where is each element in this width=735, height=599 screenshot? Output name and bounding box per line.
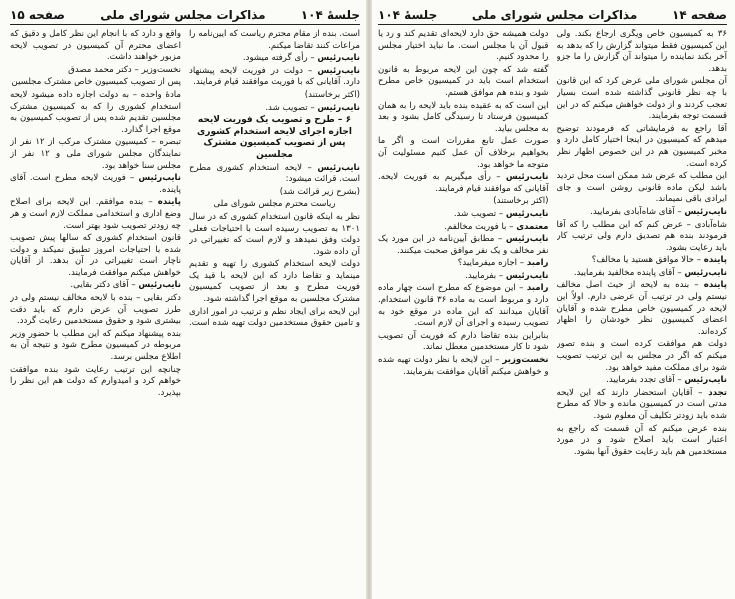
speech-text: – رأی گرفته میشود. — [242, 53, 318, 64]
speaker-paragraph — [378, 258, 549, 270]
speech-text: – آقای تجدد بفرمایید. — [606, 375, 685, 386]
speaker-name: نایب‌رئیس — [317, 65, 360, 76]
speech-text: – تصویب شد. — [453, 208, 506, 219]
speaker-name: نایب‌رئیس — [138, 280, 181, 291]
speaker-name: نایب‌رئیس — [317, 162, 360, 173]
speaker-name: نایب‌رئیس — [505, 172, 549, 183]
speaker-name: نایب‌رئیس — [505, 270, 549, 281]
speaker-paragraph — [10, 197, 181, 232]
speaker-name: تجدد — [708, 387, 727, 398]
addressee-line: ریاست محترم مجلس شورای ملی — [213, 199, 336, 210]
body-paragraph: این است که به عقیده بنده باید لایحه را به همان کمیسیون فرستاد تا رسیدگی کامل بشود و بعد به مجلس بیاید. — [378, 100, 549, 134]
speech-text: – لایحه استخدام کشوری مطرح است. قرائت میشود: — [189, 162, 360, 185]
body-paragraph: چنانچه این ترتیب رعایت شود بنده موافقت خواهم کرد و امیدوارم که دولت هم این نظر را بپذیرد. — [10, 364, 181, 398]
body-paragraph: آن مجلس شورای ملی عرض کرد که این قانون با چه نظر قانونی گذاشته شده است بسیار تعجب کردند و از دولت خواهش میکنم که در این قسمت توجه بفرمایند. — [556, 76, 727, 122]
speaker-paragraph — [557, 388, 728, 423]
speaker-paragraph — [557, 207, 728, 219]
speaker-paragraph — [189, 103, 360, 115]
body-paragraph: دولت هم موافقت کرده است و بنده تصور میکنم که اگر در مجلس به این ترتیب تصویب شود برای مملکت مفید خواهد بود. — [556, 339, 727, 373]
speaker-paragraph — [378, 355, 549, 378]
page-title: مذاکرات مجلس شورای ملی — [471, 8, 638, 22]
body-paragraph: (اکثر برخاستند) — [493, 196, 549, 207]
speech-text: – دولت در فوریت لایحه پیشنهاد دارد. آقایانی که با فوریت موافقند قیام فرمایند. — [189, 65, 360, 88]
speech-text: – رأی میگیریم به فوریت لایحه. آقایانی که موافقند قیام فرمایند. — [378, 172, 549, 194]
body-paragraph: این مطلب که عرض شد ممکن است محل تردید باشد لیکن ماده قانونی روشن است و جای ایرادی باقی نمیماند. — [556, 171, 727, 205]
speech-text: – اجازه میفرمایید؟ — [457, 258, 527, 269]
speaker-paragraph — [189, 66, 360, 89]
speaker-name: نایب‌رئیس — [684, 375, 727, 386]
text-column-left — [10, 29, 181, 595]
page-title: مذاکرات مجلس شورای ملی — [100, 8, 266, 22]
speech-text: – آقای دکتر بقایی. — [70, 280, 139, 291]
body-paragraph: تبصره – کمیسیون مشترک مرکب از ۱۲ نفر از نمایندگان مجلس شورای ملی و ۱۲ نفر از مجلس سنا خواهد بود. — [10, 137, 181, 171]
body-paragraph: صورت عمل تابع مقررات است و اگر ما بخواهیم برخلاف آن عمل کنیم مسئولیت آن متوجه ما خواهد بود. — [378, 136, 549, 170]
page-header — [378, 6, 727, 25]
speech-text: – مطابق آیین‌نامه در این مورد یک نفر مخالف و یک نفر موافق صحبت میکنند. — [378, 234, 549, 256]
body-paragraph: قانون استخدام کشوری که سالها پیش تصویب شده با احتیاجات امروز تطبیق نمیکند و دولت ناچار است تغییراتی در آن بدهد. از آقایان خواهش میکنم موافقت فرمایند. — [10, 233, 181, 278]
speaker-paragraph — [557, 268, 728, 280]
text-column-right — [189, 29, 360, 595]
speaker-paragraph — [189, 53, 360, 65]
speaker-name: نایب‌رئیس — [505, 208, 549, 219]
speaker-paragraph — [378, 172, 549, 195]
body-paragraph: واقع و دارد که با انجام این نظر کامل و دقیق که اعضای محترم آن کمیسیون در تصویب لایحه مزبور خواهند داشت. — [10, 29, 181, 63]
body-paragraph: (اکثر برخاستند) — [304, 89, 360, 100]
body-paragraph: شاه‌آبادی – عرض کنم که این مطلب را که آقا فرمودند بنده هم تصدیق دارم ولی ترتیب کار باید رعایت بشود. — [556, 219, 727, 253]
speaker-name: نایب‌رئیس — [505, 234, 549, 245]
speaker-paragraph — [378, 234, 549, 257]
body-paragraph: نظر به اینکه قانون استخدام کشوری که در سال ۱۳۰۱ به تصویب رسیده است با احتیاجات فعلی دولت وفق نمیدهد و لازم است که تغییراتی در آن داده شود. — [189, 211, 360, 257]
speaker-name: پاینده — [157, 197, 181, 208]
speaker-paragraph — [378, 209, 549, 221]
page-14 — [372, 0, 735, 599]
body-paragraph: بنده عرض میکنم که آن قسمت که راجع به اعتبار است باید اصلاح شود و در مورد مستخدمین هم باید رعایت حقوق آنها بشود. — [556, 423, 727, 457]
speaker-name: نایب‌رئیس — [317, 102, 360, 113]
speaker-name: معتمدی — [516, 221, 549, 232]
speech-text: – این لایحه با نظر دولت تهیه شده و خواهش میکنم آقایان موافقت بفرمایند. — [378, 355, 549, 377]
speech-text: – این موضوع که مطرح است چهار ماده دارد و مربوط است به ماده ۳۶ قانون استخدام. آقایان میدانند که این ماده در موقع خود به تصویب رسیده و اجرای آن لازم است. — [378, 283, 549, 329]
speaker-paragraph — [10, 173, 181, 196]
speaker-paragraph — [557, 375, 728, 387]
law-clause: مادهٔ واحده – به دولت اجازه داده میشود لایحه استخدام کشوری را که به کمیسیون مشترک مجلسین تقدیم شده پس از تصویب کمیسیون به موقع اجرا گذارد. — [10, 89, 181, 135]
speech-text: – بنده موافقم. این لایحه برای اصلاح وضع اداری و استخدامی مملکت لازم است و هر چه زودتر تصویب شود بهتر است. — [10, 197, 181, 231]
speaker-name: رامبد — [526, 258, 549, 269]
speaker-paragraph — [378, 222, 549, 234]
speech-text: – حالا موافق هستید یا مخالف؟ — [591, 255, 704, 266]
body-paragraph: گفته شد که چون این لایحه مربوط به قانون استخدام است باید در کمیسیون خاص مطرح شود و بنده هم موافق هستم. — [378, 64, 549, 98]
section-heading: ۶ – طرح و تصویب یک فوریت لایحه اجازه اجرای لایحه استخدام کشوری پس از تصویب کمیسیون مشترک مجلسین — [197, 115, 352, 160]
speaker-paragraph — [10, 280, 181, 292]
body-paragraph: این لایحه برای ایجاد نظم و ترتیب در امور اداری و تامین حقوق مستخدمین دولت تهیه شده است. — [189, 306, 360, 329]
body-paragraph: است. بنده از مقام محترم ریاست که آیین‌نامه را مراعات کنند تقاضا میکنم. — [189, 29, 360, 51]
speech-text: – تصویب شد. — [265, 102, 318, 113]
speech-text: – بفرمایید. — [465, 270, 506, 281]
speaker-paragraph — [378, 283, 549, 329]
body-paragraph: پس از تصویب کمیسیون خاص مشترک مجلسین — [11, 77, 181, 88]
speaker-name: نایب‌رئیس — [684, 267, 727, 278]
speaker-paragraph — [557, 255, 728, 267]
body-paragraph: دولت لایحه استخدام کشوری را تهیه و تقدیم مینماید و تقاضا دارد که این لایحه با قید یک فوریت مطرح و بعد از تصویب کمیسیون مشترک مجلسین به موقع اجرا گذاشته شود. — [189, 259, 360, 305]
body-paragraph: (بشرح زیر قرائت شد) — [279, 186, 360, 197]
speaker-paragraph — [378, 271, 549, 283]
speaker-name: نخست‌وزیر — [502, 355, 549, 366]
speaker-name: نایب‌رئیس — [317, 53, 360, 64]
speaker-name: رامبد — [526, 283, 549, 294]
body-paragraph: دکتر بقایی – بنده با لایحه مخالف نیستم ولی در طرز تصویب آن عرض دارم که باید دقت بیشتری شود و حقوق مستخدمین رعایت گردد. — [10, 293, 181, 327]
session-label: جلسهٔ ۱۰۴ — [378, 8, 438, 22]
page-15 — [0, 0, 366, 599]
speaker-name: پاینده — [703, 255, 727, 266]
page-header — [10, 6, 360, 25]
speaker-name: نایب‌رئیس — [684, 206, 727, 217]
speech-text: – آقای پاینده مخالفید بفرمایید. — [573, 267, 685, 278]
page-number: صفحه ۱۴ — [672, 8, 727, 22]
page-number: صفحه ۱۵ — [10, 8, 66, 22]
speech-text: – آقایان استحضار دارند که این لایحه مدتی است در کمیسیون مانده و حالا که مطرح شده باید زودتر تکلیف آن معلوم شود. — [556, 387, 727, 421]
body-paragraph: بنابراین بنده تقاضا دارم که فوریت آن تصویب شود تا کار مستخدمین معطل نماند. — [378, 330, 549, 353]
speech-text: – بنده به لایحه از حیث اصل مخالف نیستم ولی در ترتیب آن عرضی دارم. اولاً این لایحه در کمیسیون خاص مطرح شده و آقایان اعضای کمیسیون نظر خودشان را اظهار کرده‌اند. — [556, 280, 727, 337]
body-paragraph: نخست‌وزیر – دکتر محمد مصدق — [68, 64, 181, 75]
session-label: جلسهٔ ۱۰۴ — [300, 8, 360, 22]
speaker-name: نایب‌رئیس — [138, 173, 181, 184]
speaker-name: پاینده — [703, 280, 727, 291]
speech-text: – آقای شاه‌آبادی بفرمایید. — [590, 206, 685, 217]
speaker-paragraph — [557, 280, 728, 338]
speaker-paragraph — [189, 163, 360, 186]
body-paragraph: ۳۶ به کمیسیون خاص ویگری ارجاع بکند. ولی این کمیسیون فقط میتواند گزارش را که بدهد به آخر بکند نماینده را میتواند آن گزارش را ما جزو بدهد. — [556, 29, 727, 74]
text-column-right — [557, 29, 728, 595]
body-paragraph: دولت همیشه حق دارد لایحه‌ای تقدیم کند و رد یا قبول آن با مجلس است. ما نباید اختیار مجلس را محدود کنیم. — [378, 29, 549, 63]
body-paragraph: آقا راجع به فرمایشاتی که فرمودند توضیح میدهم که کمیسیون در اینجا اختیار کامل دارد و مخبر کمیسیون هم در این خصوص اظهار نظر کرده است. — [556, 123, 727, 169]
speech-text: – فوریت لایحه مطرح است. آقای پاینده. — [10, 173, 181, 195]
text-column-left — [378, 29, 549, 595]
body-paragraph: بنده پیشنهاد میکنم که این مطلب با حضور وزیر مربوطه در کمیسیون مطرح شود و نتیجه آن به اطلاع مجلس برسد. — [10, 328, 181, 363]
speech-text: – با فوریت مخالفم. — [444, 221, 517, 232]
